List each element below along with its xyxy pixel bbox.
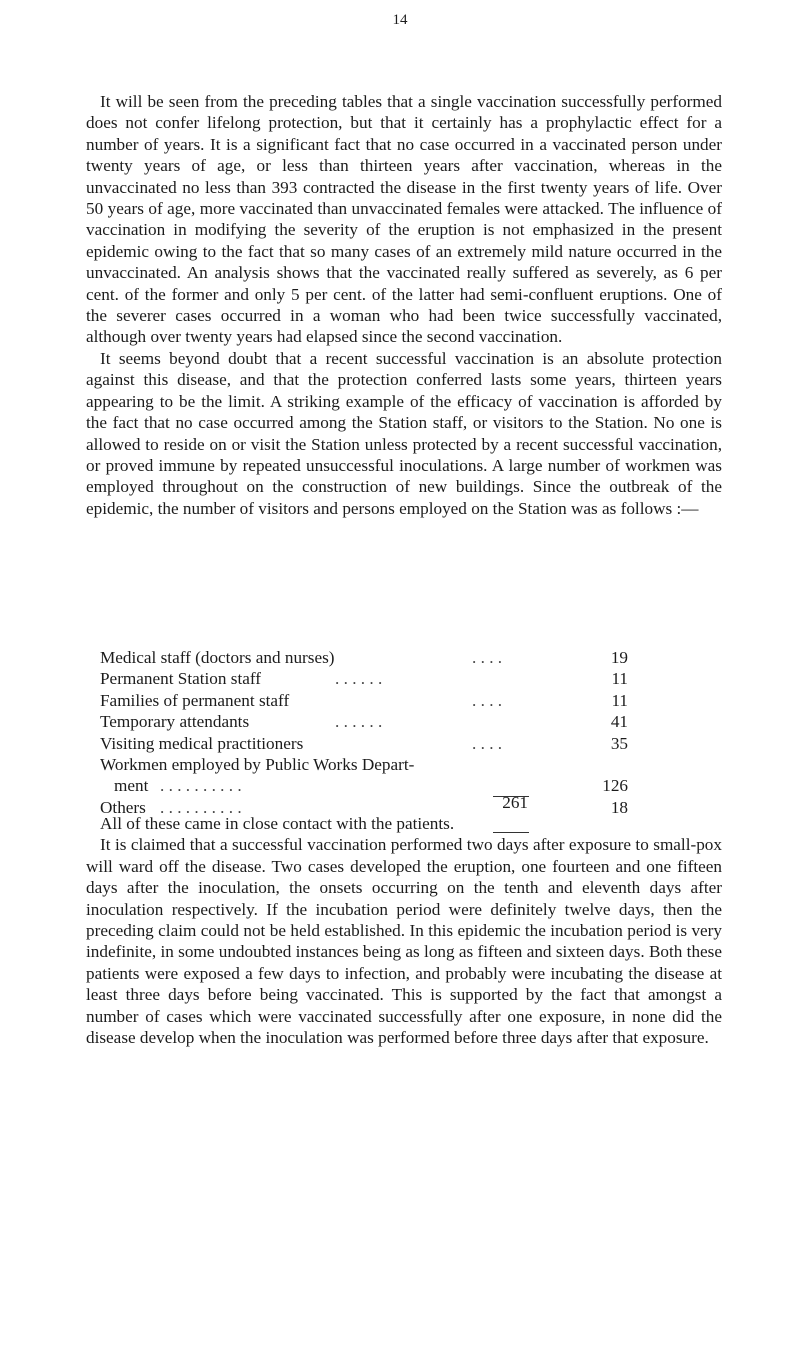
page-number: 14 xyxy=(392,12,408,28)
table-row xyxy=(100,647,628,668)
row-value: 126 xyxy=(602,776,628,796)
dot-leader: . . . . . . xyxy=(335,669,383,689)
row-label: Others xyxy=(100,797,146,817)
row-label: Families of permanent staff xyxy=(100,690,290,710)
row-value: 11 xyxy=(611,690,628,710)
row-value: 19 xyxy=(610,648,628,667)
dot-leader: . . . . xyxy=(472,733,503,753)
dot-leader: . . . . . . . . . . xyxy=(160,797,242,817)
paragraph: It seems beyond doubt that a recent successful vaccination is an absolute protection against this disease, and that the protection conferred lasts some years, thirteen years appearing to be the limit. A striking example of the efficacy of vaccination is afforded by the fact that no case occurred among the Station staff, or visitors to the Station. No one is allowed to reside on or visit the Station unless protected by a recent successful vaccination, or proved immune by repeated unsuccessful inoculations. A large number of workmen was employed throughout on the construction of new buildings. Since the outbreak of the epidemic, the number of visitors and persons employed on the Station was as follows :— xyxy=(86,348,722,518)
row-value: 35 xyxy=(610,733,628,753)
intro-text xyxy=(86,91,722,519)
dot-leader: . . . . . . xyxy=(335,712,383,732)
table-row xyxy=(100,690,628,711)
row-label: Medical staff (doctors and nurses) xyxy=(100,648,335,667)
row-label: Visiting medical practitioners xyxy=(100,733,304,753)
closing-text xyxy=(86,813,722,1048)
row-label: Temporary attendants xyxy=(100,712,250,732)
paragraph: It is claimed that a successful vaccination performed two days after exposure to small-pox will ward off the disease. Two cases developed the eruption, one fourteen and one fifteen days after the inoculation, the onsets occurring on the tenth and eleventh days after inoculation respectively. If the incubation period were definitely twelve days, then the preceding claim could not be held established. In this epidemic the incubation period is very indefinite, in some undoubted instances being as long as fifteen and sixteen days. Both these patients were exposed a few days to infection, and probably were incubating the disease at least three days before being vaccinated. This is supported by the fact that amongst a number of cases which were vaccinated successfully after one exposure, in none did the disease develop when the inoculation was performed before three days after that exposure. xyxy=(86,835,722,1048)
table-row xyxy=(100,668,628,689)
dot-leader: . . . . xyxy=(472,690,503,710)
table-total: 261 xyxy=(502,793,528,812)
row-label-continuation: ment xyxy=(114,776,149,796)
paragraph: All of these came in close contact with the patients. xyxy=(100,814,455,833)
paragraph: It will be seen from the preceding tables that a single vaccination successfully performed does not confer lifelong protection, but that it certainly has a prophylactic effect for a number of years. It is a significant fact that no case occurred in a vaccinated person under twenty years of age, or less than thirteen years after vaccination, whereas in the unvaccinated no less than 393 contracted the disease in the first twenty years of life. Over 50 years of age, more vaccinated than unvaccinated females were attacked. The influence of vaccination in modifying the severity of the eruption is not emphasized in the present epidemic owing to the fact that so many cases of an extremely mild nature occurred in the unvaccinated. An analysis shows that the vaccinated really suffered as severely, as 6 per cent. of the former and only 5 per cent. of the latter had semi-confluent eruptions. One of the severer cases occurred in a woman who had been twice successfully vaccinated, although over twenty years had elapsed since the second vaccination. xyxy=(86,92,722,347)
row-value: 41 xyxy=(610,712,628,732)
dot-leader: . . . . xyxy=(472,648,503,667)
row-value: 18 xyxy=(610,797,628,817)
table-row xyxy=(100,754,628,775)
table-row xyxy=(100,733,628,754)
table-row xyxy=(100,775,628,796)
table-row xyxy=(100,711,628,732)
row-value: 11 xyxy=(611,669,628,689)
staff-table xyxy=(100,647,628,818)
row-label: Workmen employed by Public Works Depart- xyxy=(100,754,415,774)
row-label: Permanent Station staff xyxy=(100,669,262,689)
dot-leader: . . . . . . . . . . xyxy=(160,776,242,796)
